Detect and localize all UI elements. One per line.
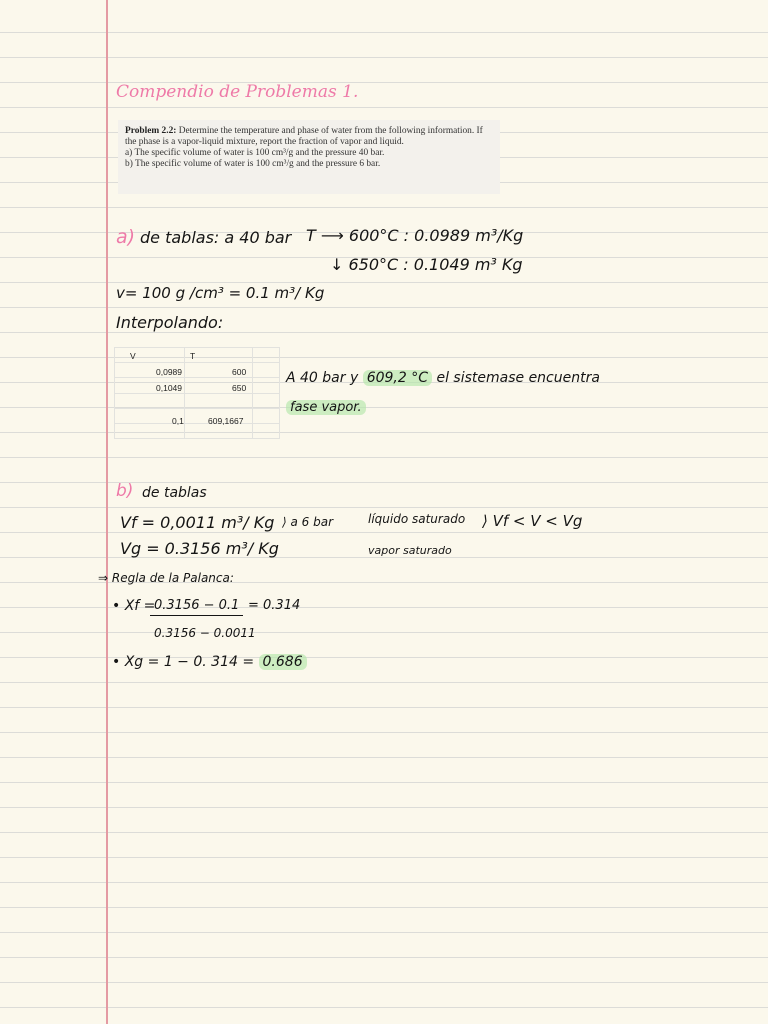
problem-part-a: a) The specific volume of water is 100 cm³/g and the pressure 40 bar. [125,148,385,159]
table-grid-line [114,438,280,439]
xf-denominator: 0.3156 − 0.0011 [154,626,256,640]
part-a-line4: Interpolando: [116,313,224,332]
table-grid-line [114,393,280,394]
part-a-line1-arrow: T ⟶ 600°C : 0.0989 m³/Kg [306,226,524,245]
margin-line [106,0,108,1024]
table-header-t: T [190,351,196,361]
xg-result: 0.686 [259,654,307,670]
saturated-liquid: líquido saturado [368,512,466,526]
table-cell: 0,1049 [156,383,182,393]
part-a-label: a) [116,226,136,248]
problem-label: Problem 2.2: [125,126,177,136]
problem-statement-box [118,120,500,194]
conclusion-line2 [286,400,366,415]
conclusion-line1 [286,370,600,386]
table-grid-line [114,377,280,378]
part-a-line1: de tablas: a 40 bar [140,228,292,247]
xf-label: • Xf = [112,598,156,614]
part-a-line3: v= 100 g /cm³ = 0.1 m³/ Kg [116,284,325,302]
table-grid-line [114,347,280,348]
xf-result: = 0.314 [248,598,301,613]
highlighted-temperature: 609,2 °C [363,370,432,386]
xg-expression: • Xg = 1 − 0. 314 = [112,654,259,670]
table-cell: 0,1 [172,416,184,426]
table-grid-line [114,362,280,363]
part-a-line2: ↓ 650°C : 0.1049 m³ Kg [330,255,523,274]
saturated-vapor: vapor saturado [368,544,452,557]
problem-part-b: b) The specific volume of water is 100 cm³/g and the pressure 6 bar. [125,159,381,170]
part-b-label: b) [116,481,134,501]
vf-line: Vf = 0,0011 m³/ Kg [120,513,275,532]
table-header-v: V [130,351,136,361]
xg-line [112,654,307,670]
conclusion-part: el sistemase encuentra [432,370,600,386]
highlighted-phase: fase vapor. [286,400,366,415]
interpolation-table [114,347,280,439]
conclusion-part: A 40 bar y [286,370,363,386]
table-cell: 600 [232,367,247,377]
volume-inequality: ⟩ Vf < V < Vg [482,512,583,530]
pressure-bracket: ⟩ a 6 bar [282,515,334,529]
table-grid-line [114,423,280,424]
table-cell: 0,0989 [156,367,182,377]
problem-text: Determine the temperature and phase of water from the following information. If the phase is a vapor-liquid mixture, report the fraction of vapor and liquid. [125,126,483,148]
lever-rule-heading: ⇒ Regla de la Palanca: [98,571,234,585]
vg-line: Vg = 0.3156 m³/ Kg [120,539,279,558]
part-b-line1: de tablas [142,485,207,501]
table-grid-line [114,408,280,409]
table-cell: 650 [232,383,247,393]
table-cell: 609,1667 [208,416,244,426]
page-title: Compendio de Problemas 1. [116,82,359,102]
xf-numerator: 0.3156 − 0.1 [150,598,243,616]
